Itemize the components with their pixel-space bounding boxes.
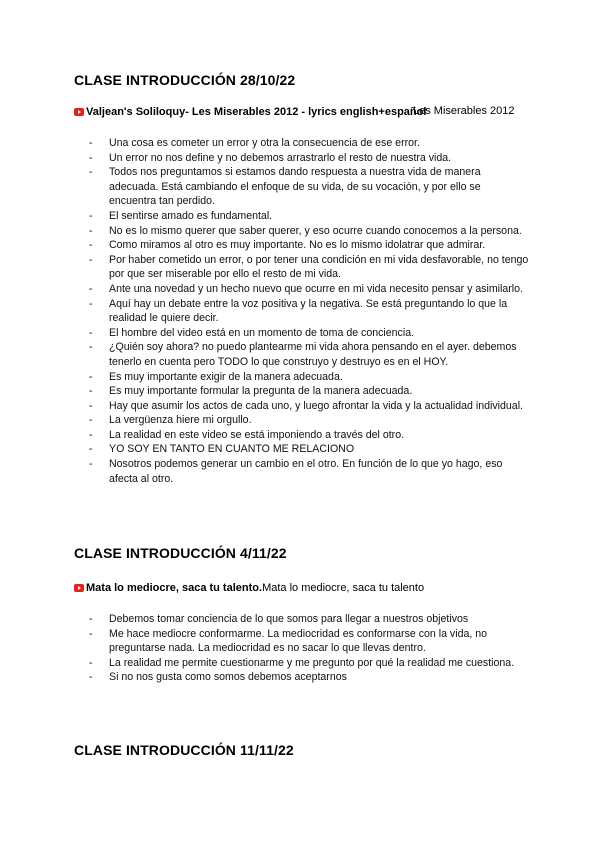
section-heading-28-10-22: CLASE INTRODUCCIÓN 28/10/22: [74, 72, 296, 88]
section-heading-4-11-22: CLASE INTRODUCCIÓN 4/11/22: [74, 545, 287, 561]
list-item: - ¿Quién soy ahora? no puedo plantearme mi vida ahora pensando en el ayer. debemos tenerlo en cuenta pero TODO lo que construyo y destruyo es en el HOY.: [89, 340, 529, 369]
video-link-title[interactable]: Valjean's Soliloquy- Les Miserables 2012 - lyrics english+español: [86, 106, 427, 118]
list-item: - Si no nos gusta como somos debemos aceptarnos: [89, 670, 529, 685]
list-item: - Ante una novedad y un hecho nuevo que ocurre en mi vida necesito pensar y asimilarlo.: [89, 282, 529, 297]
list-item: - Nosotros podemos generar un cambio en el otro. En función de lo que yo hago, eso afecta al otro.: [89, 457, 529, 486]
list-item: - Debemos tomar conciencia de lo que somos para llegar a nuestros objetivos: [89, 612, 529, 627]
list-item: - Un error no nos define y no debemos arrastrarlo el resto de nuestra vida.: [89, 151, 529, 166]
list-item: - YO SOY EN TANTO EN CUANTO ME RELACIONO: [89, 442, 529, 457]
list-item: - Aquí hay un debate entre la voz positiva y la negativa. Se está preguntando lo que la realidad le quiere decir.: [89, 297, 529, 326]
list-item: - Como miramos al otro es muy importante. No es lo mismo idolatrar que admirar.: [89, 238, 529, 253]
list-item: - Una cosa es cometer un error y otra la consecuencia de ese error.: [89, 136, 529, 151]
list-item: - El sentirse amado es fundamental.: [89, 209, 529, 224]
bullet-list-28-10-22: [89, 136, 529, 486]
list-item: - Hay que asumir los actos de cada uno, y luego afrontar la vida y la actualidad individual.: [89, 399, 529, 414]
list-item: - No es lo mismo querer que saber querer, y eso ocurre cuando conocemos a la persona.: [89, 224, 529, 239]
youtube-icon: [74, 584, 84, 592]
list-item: - Es muy importante formular la pregunta de la manera adecuada.: [89, 384, 529, 399]
video-link-plain-text: Mata lo mediocre, saca tu talento: [262, 582, 425, 594]
list-item: - Todos nos preguntamos si estamos dando respuesta a nuestra vida de manera adecuada. Está cambiando el enfoque de su vida, de su vocación, y por ello se encuentra tan perdido.: [89, 165, 529, 209]
video-link-valjean[interactable]: [74, 105, 426, 119]
list-item: - El hombre del video está en un momento de toma de conciencia.: [89, 326, 529, 341]
list-item: - Es muy importante exigir de la manera adecuada.: [89, 370, 529, 385]
list-item: - Por haber cometido un error, o por tener una condición en mi vida desfavorable, no tengo por que ser miserable por ello el resto de mi vida.: [89, 253, 529, 282]
video-link-mediocre[interactable]: [74, 581, 424, 595]
list-item: - La realidad en este video se está imponiendo a través del otro.: [89, 428, 529, 443]
youtube-icon: [74, 108, 84, 116]
list-item: - La realidad me permite cuestionarme y me pregunto por qué la realidad me cuestiona.: [89, 656, 529, 671]
bullet-list-4-11-22: [89, 612, 529, 685]
list-item: - Me hace mediocre conformarme. La mediocridad es conformarse con la vida, no preguntarse nada. La mediocridad es no sacar lo que llevas dentro.: [89, 627, 529, 656]
list-item: - La vergüenza hiere mi orgullo.: [89, 413, 529, 428]
section-heading-11-11-22: CLASE INTRODUCCIÓN 11/11/22: [74, 742, 294, 758]
video-link-plain-text: Les Miserables 2012: [413, 105, 515, 117]
video-link-title[interactable]: Mata lo mediocre, saca tu talento.: [86, 582, 263, 594]
